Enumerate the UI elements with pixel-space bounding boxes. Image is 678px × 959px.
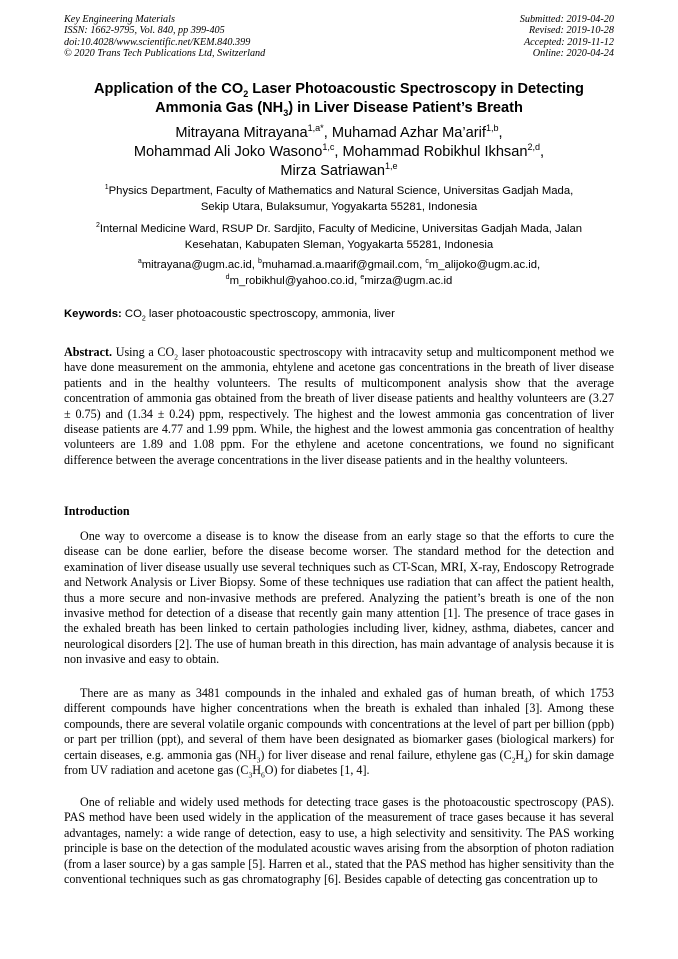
author: Mohammad Robikhul Ikhsan [342,144,528,160]
paper-title: Application of the $CO_2$ Laser Photoacoustic Spectroscopy in Detecting Ammonia Gas $(NH_3)$ in Liver Disease Patient’s Breath [94,81,584,118]
section-heading-introduction: Introduction [64,504,130,518]
intro-paragraph-2: There are as many as 3481 compounds in the inhaled and exhaled gas of human breath, of which 1753 different compounds have higher concentrations when the breath is exhaled than inhaled [3]. Among these compounds, there are several volatile organic compounds with concentrations at the level of part per billion (ppb) or part per trillion (ppt), and several of them have been designated as biomarker gases (biological markers) for certain diseases, e.g. ammonia gas $(NH_3)$ for liver disease and renal failure, ethylene gas $(C_2H_4)$ for skin damage from UV radiation and acetone gas $(C_3H_6O)$ for diabetes [1, 4]. [64,686,614,780]
affiliation-1: $^1$Physics Department, Faculty of Mathematics and Natural Science, Universitas Gadjah Mada, Sekip Utara, Bulaksumur, Yogyakarta 55281, Indonesia [104,184,574,213]
email-address: m_alijoko@ugm.ac.id [428,259,538,271]
date-submitted: Submitted: 2019-04-20 [519,14,614,25]
abstract-label: Abstract. [64,345,113,359]
date-accepted: Accepted: 2019-11-12 [523,36,614,48]
journal-copyright: © 2020 Trans Tech Publications Ltd, Switzerland [64,47,266,59]
journal-name: Key Engineering Materials [64,14,175,25]
author: Muhamad Azhar Ma’arif [331,125,486,141]
author-list: Mitrayana Mitrayana$^{1,a*}$, Muhamad Azhar Ma’arif$^{1,b}$, Mohammad Ali Joko Wasono$^{1,c}$, Mohammad Robikhul Ikhsan$^{2,d}$, Mirza Satriawan$^{1,e}$ [133,123,545,179]
author: Mohammad Ali Joko Wasono [133,144,323,160]
affiliation-2: $^2$Internal Medicine Ward, RSUP Dr. Sardjito, Faculty of Medicine, Universitas Gadjah Mada, Jalan Kesehatan, Kabupaten Sleman, Yogyakarta 55281, Indonesia [95,222,583,251]
journal-doi: doi:10.4028/www.scientific.net/KEM.840.399 [64,36,251,48]
email-address: mitrayana@ugm.ac.id [141,259,252,271]
intro-paragraph-3: One of reliable and widely used methods for detecting trace gases is the photoacoustic spectroscopy (PAS). PAS method have been used widely in the application of the measurement of trace gases because it has several advantages, namely: a wide range of detection, easy to use, a high selectivity and sensitivity. The PAS working principle is base on the detection of the modulated acoustic waves arising from the absorption of photon radiation (from a laser source) by a gas sample [5]. Harren et al., stated that the PAS method has higher sensitivity than the conventional techniques such as gas chromatography [6]. Besides capable of detecting gas concentration up to [64,795,614,887]
email-address: mirza@ugm.ac.id [364,274,453,287]
journal-issn: ISSN: 1662-9795, Vol. 840, pp 399-405 [64,25,225,37]
keywords: Keywords: $CO_2$ laser photoacoustic spectroscopy, ammonia, liver [64,308,395,323]
date-online: Online: 2020-04-24 [532,47,614,59]
author: Mirza Satriawan [280,163,386,179]
keywords-label: Keywords: [64,308,122,320]
intro-paragraph-1: One way to overcome a disease is to know the disease from an early stage so that the efforts to cure the disease can be done earlier, before the disease become worser. The standard method for the detection and examination of liver disease usually use several techniques such as CT-Scan, MRI, X-ray, Endoscopy Retrograde and Network Analysis or Liver Biopsy. Some of these techniques use radiation that can affect the patient health, thus a more secure and non-invasive methods are prefered. Analyzing the patient’s breath is one of the non invasive method for detection of a disease that recently gain many attention [1]. The presence of trace gases in the exhaled breath has been linked to certain pathologies including liver, kidney, asthma, diabetes, cancer and neurological disorders [2]. The use of human breath in this direction, has main advantage of analysis because it is non invasive and easy to obtain. [64,529,614,667]
abstract: Abstract. Using a $CO_2$ laser photoacoustic spectroscopy with intracavity setup and multicomponent method we have done measurement on the ammonia, ehtylene and acetone gas concentrations in the breath of liver disease patients and in the healthy volunteers. The results of multicomponent analysis show that the average concentration of ammonia gas obtained from the breath of liver disease patients and healthy volunteers are (3.27 ± 0.75) and (1.34 ± 0.24) ppm, respectively. The highest and the lowest ammonia gas concentration of liver disease patients are 4.77 and 1.99 ppm. While, the highest and the lowest ammonia gas concentration of healthy volunteers are 1.89 and 1.08 ppm. For the ethylene and acetone concentrations, we found no significant difference between the average concentrations in the liver disease patients and in the healthy volunteers. [64,345,614,467]
journal-header-left [64,14,265,59]
journal-header-right [520,14,614,59]
email-address: muhamad.a.maarif@gmail.com [261,259,420,271]
email-list: $^a$mitrayana@ugm.ac.id, $^b$muhamad.a.maarif@gmail.com, $^c$m_alijoko@ugm.ac.id, $^d$m_robikhul@yahoo.co.id, $^e$mirza@ugm.ac.id [137,258,541,287]
date-revised: Revised: 2019-10-28 [528,25,614,37]
author: Mitrayana Mitrayana [175,125,308,141]
email-address: m_robikhul@yahoo.co.id [229,274,355,287]
